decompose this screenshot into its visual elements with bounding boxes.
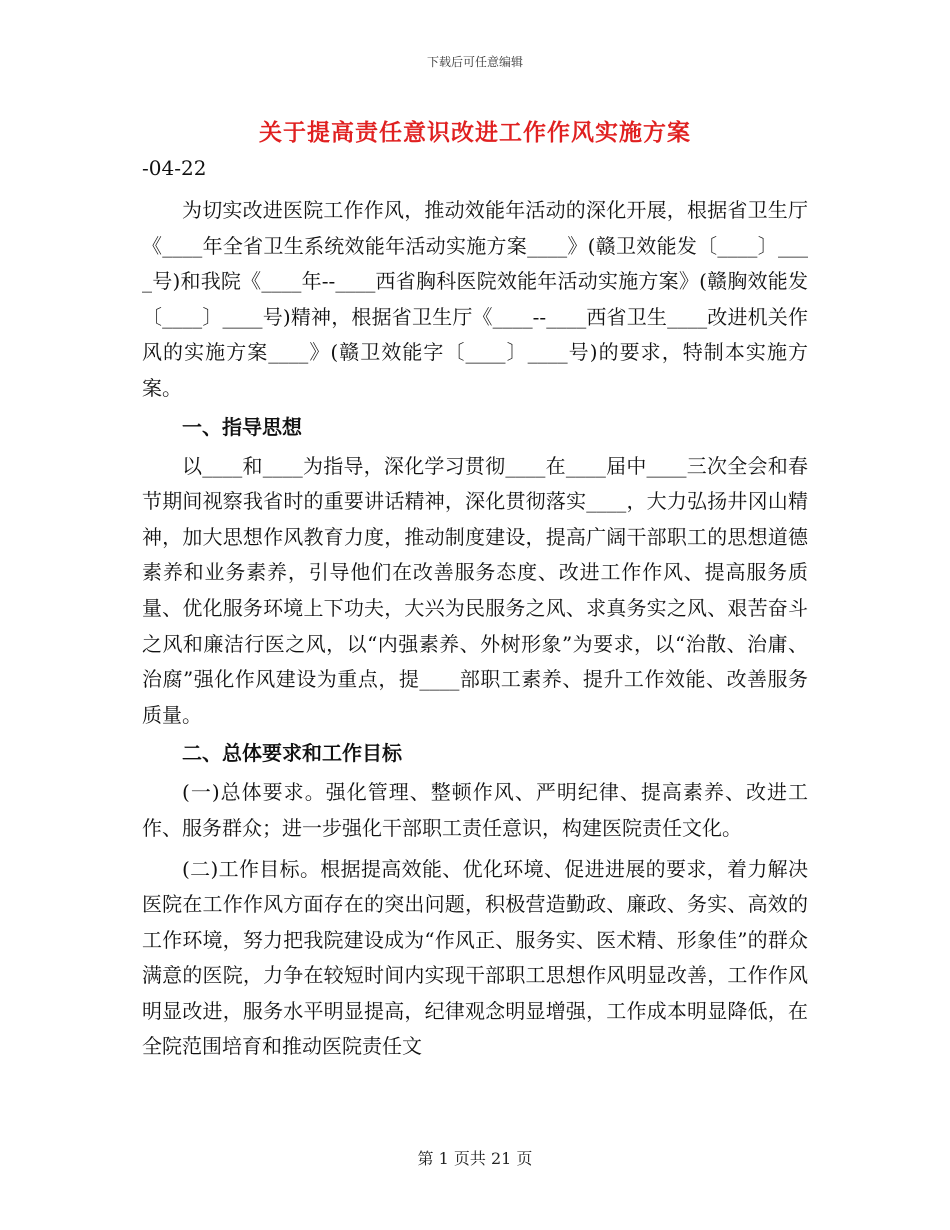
general-requirements-paragraph: (一)总体要求。强化管理、整顿作风、严明纪律、提高素养、改进工作、服务群众；进一步强化干部职工责任意识，构建医院责任文化。 xyxy=(142,780,808,840)
intro-paragraph: 为切实改进医院工作作风，推动效能年活动的深化开展，根据省卫生厅《____年全省卫生系统效能年活动实施方案____》(赣卫效能发〔____〕____号)和我院《____年--____西省胸科医院效能年活动实施方案》(赣胸效能发〔____〕____号)精神，根据省卫生厅《____--____西省卫生____改进机关作风的实施方案____》(赣卫效能字〔____〕____号)的要求，特制本实施方案。 xyxy=(142,198,808,400)
section-heading-requirements-goals: 二、总体要求和工作目标 xyxy=(182,741,402,766)
section-heading-guiding-ideology: 一、指导思想 xyxy=(182,414,302,439)
document-body xyxy=(142,158,808,1065)
document-date: -04-22 xyxy=(142,156,207,180)
document-title: 关于提高责任意识改进工作作风实施方案 xyxy=(259,119,691,146)
page-number: 第 1 页共 21 页 xyxy=(417,1149,533,1168)
work-goals-paragraph: (二)工作目标。根据提高效能、优化环境、促进进展的要求，着力解决医院在工作作风方面存在的突出问题，积极营造勤政、廉政、务实、高效的工作环境，努力把我院建设成为“作风正、服务实、医术精、形象佳”的群众满意的医院，力争在较短时间内实现干部职工思想作风明显改善，工作作风明显改进，服务水平明显提高，纪律观念明显增强，工作成本明显降低，在全院范围培育和推动医院责任文 xyxy=(142,856,808,1059)
guiding-ideology-paragraph: 以____和____为指导，深化学习贯彻____在____届中____三次全会和春节期间视察我省时的重要讲话精神，深化贯彻落实____，大力弘扬井冈山精神，加大思想作风教育力度，推动制度建设，提高广阔干部职工的思想道德素养和业务素养，引导他们在改善服务态度、改进工作作风、提高服务质量、优化服务环境上下功夫，大兴为民服务之风、求真务实之风、艰苦奋斗之风和廉洁行医之风，以“内强素养、外树形象”为要求，以“治散、治庸、治腐”强化作风建设为重点，提____部职工素养、提升工作效能、改善服务质量。 xyxy=(142,453,808,727)
header-note: 下载后可任意编辑 xyxy=(426,55,523,69)
